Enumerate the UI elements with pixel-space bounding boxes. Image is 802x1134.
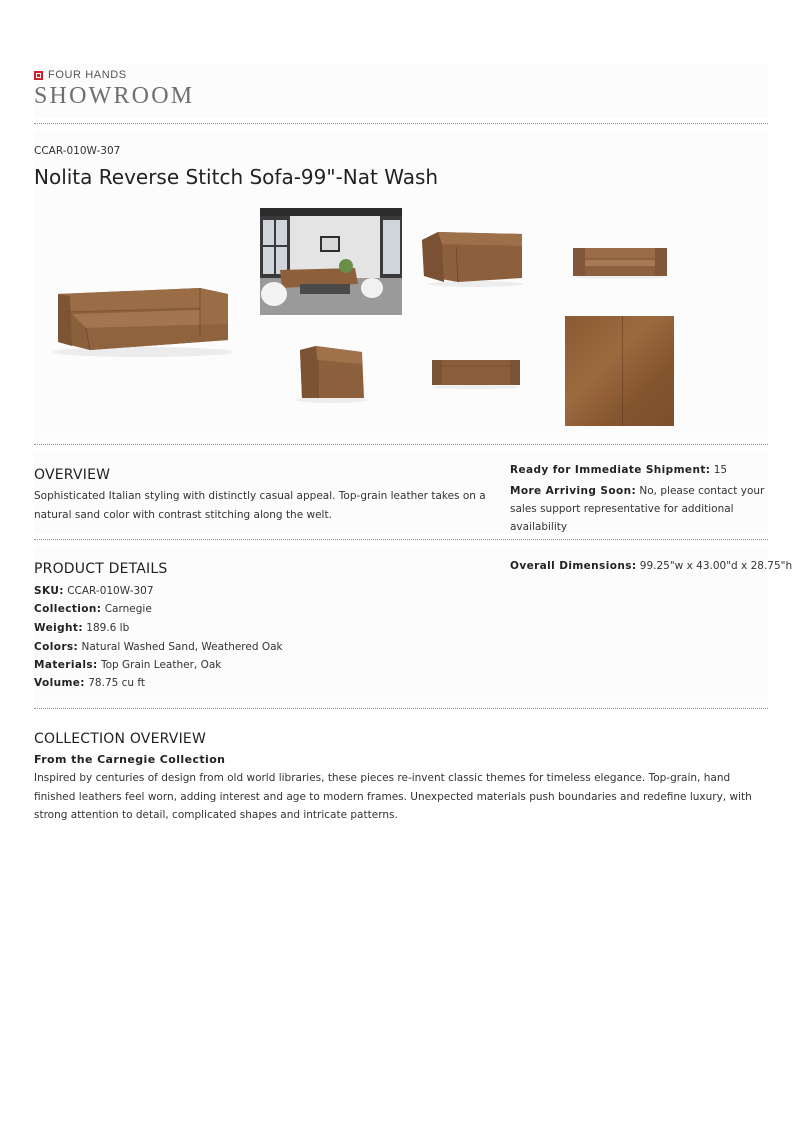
divider	[34, 539, 768, 540]
detail-label: Collection:	[34, 603, 102, 615]
detail-row-materials	[34, 659, 221, 671]
product-image-front-angle[interactable]	[50, 280, 236, 358]
showroom-wordmark: SHOWROOM	[34, 83, 195, 109]
lifestyle-room-illustration	[260, 208, 402, 315]
overview-text: Sophisticated Italian styling with distinctly casual appeal. Top-grain leather takes on a natural sand color with contrast stitching along the welt.	[34, 490, 486, 521]
collection-heading: COLLECTION OVERVIEW	[34, 731, 206, 747]
detail-value: Natural Washed Sand, Weathered Oak	[81, 641, 283, 653]
more-arriving-value: No, please contact your sales support representative for additional availability	[510, 485, 765, 533]
detail-value: 78.75 cu ft	[88, 677, 146, 689]
ready-shipment	[510, 464, 727, 476]
detail-label: Volume:	[34, 677, 85, 689]
detail-label: SKU:	[34, 585, 64, 597]
detail-label: Weight:	[34, 622, 83, 634]
ready-shipment-value: 15	[713, 464, 728, 476]
detail-row-collection	[34, 603, 152, 615]
divider	[34, 708, 768, 709]
brand-square-icon	[34, 71, 43, 80]
detail-label: Materials:	[34, 659, 98, 671]
brand-name: FOUR HANDS	[48, 69, 127, 81]
detail-row-weight	[34, 622, 129, 634]
detail-row-sku	[34, 585, 154, 597]
detail-row-volume	[34, 677, 145, 689]
product-image-side-angle[interactable]	[418, 228, 528, 288]
dimensions-value: 99.25"w x 43.00"d x 28.75"h	[639, 560, 793, 572]
product-image-leather-swatch[interactable]	[565, 316, 674, 426]
divider	[34, 123, 768, 124]
product-image-back[interactable]	[430, 356, 522, 390]
product-image-lifestyle[interactable]	[260, 208, 402, 315]
collection-subheading: From the Carnegie Collection	[34, 753, 226, 766]
ready-shipment-label: Ready for Immediate Shipment:	[510, 464, 711, 476]
collection-text: Inspired by centuries of design from old world libraries, these pieces re-invent classic themes for timeless elegance. Top-grain, hand finished leathers feel worn, adding interest and age to modern frames. Unexpected materials push boundaries and redefine luxury, with strong attention to detail, complicated shapes and intricate patterns.	[34, 772, 752, 821]
product-sku-code: CCAR-010W-307	[34, 145, 121, 157]
more-arriving	[510, 482, 772, 536]
overview-heading: OVERVIEW	[34, 467, 111, 483]
detail-value: CCAR-010W-307	[67, 585, 154, 597]
more-arriving-label: More Arriving Soon:	[510, 485, 637, 497]
details-heading: PRODUCT DETAILS	[34, 561, 168, 577]
product-title: Nolita Reverse Stitch Sofa-99"-Nat Wash	[34, 165, 439, 189]
brand-logo	[34, 69, 127, 81]
divider	[34, 444, 768, 445]
overall-dimensions	[510, 560, 792, 572]
detail-row-colors	[34, 641, 283, 653]
detail-value: 189.6 lb	[86, 622, 130, 634]
detail-label: Colors:	[34, 641, 79, 653]
product-image-side-profile[interactable]	[292, 342, 370, 404]
detail-value: Carnegie	[104, 603, 152, 615]
dimensions-label: Overall Dimensions:	[510, 560, 637, 572]
detail-value: Top Grain Leather, Oak	[100, 659, 222, 671]
product-image-front[interactable]	[570, 244, 670, 280]
